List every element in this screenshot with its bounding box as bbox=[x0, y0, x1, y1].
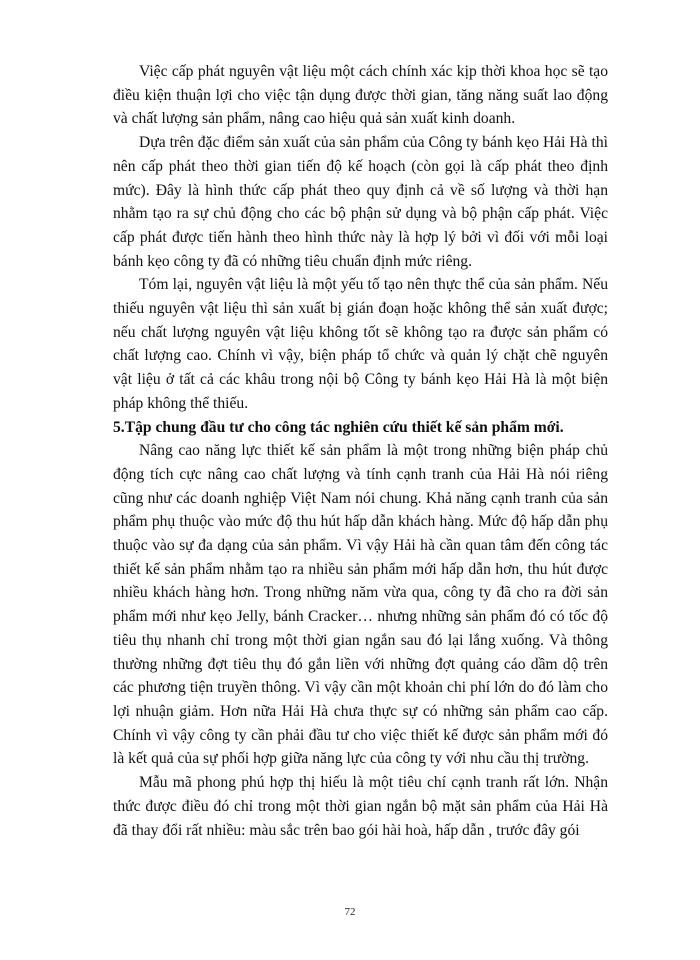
paragraph-product-design: Nâng cao năng lực thiết kế sản phẩm là một trong những biện pháp chủ động tích cực nâng cao chất lượng và tính cạnh tranh của Hải Hà nói riêng cũng như các doanh nghiệp Việt Nam nói chung. Khả năng cạnh tranh của sản phẩm phụ thuộc vào mức độ thu hút hấp dẫn khách hàng. Mức độ hấp dẫn phụ thuộc vào sự đa dạng của sản phẩm. Vì vậy Hải hà cần quan tâm đến công tác thiết kế sản phẩm nhằm tạo ra nhiều sản phẩm mới hấp dẫn hơn, thu hút được nhiều khách hàng hơn. Trong những năm vừa qua, công ty đã cho ra đời sản phẩm mới như kẹo Jelly, bánh Cracker… nhưng những sản phẩm đó có tốc độ tiêu thụ nhanh chỉ trong một thời gian ngắn sau đó lại lắng xuống. Và thông thường những đợt tiêu thụ đó gắn liền với những đợt quảng cáo dầm dộ trên các phương tiện truyền thông. Vì vậy cần một khoản chi phí lớn do đó làm cho lợi nhuận giảm. Hơn nữa Hải Hà chưa thực sự có những sản phẩm cao cấp. Chính vì vậy công ty cần phải đầu tư cho việc thiết kế được sản phẩm mới đó là kết quả của sự phối hợp giữa năng lực của công ty với nhu cầu thị trường. bbox=[113, 442, 608, 768]
paragraph-summary: Tóm lại, nguyên vật liệu là một yếu tố tạo nên thực thể của sản phẩm. Nếu thiếu nguyên vật liệu thì sản xuất bị gián đoạn hoặc không thể sản xuất được; nếu chất lượng nguyên vật liệu không tốt sẽ không tạo ra được sản phẩm có chất lượng cao. Chính vì vậy, biện pháp tổ chức và quản lý chặt chẽ nguyên vật liệu ở tất cả các khâu trong nội bộ Công ty bánh kẹo Hải Hà là một biện pháp không thể thiếu. bbox=[113, 276, 608, 412]
paragraph-material-allocation: Việc cấp phát nguyên vật liệu một cách chính xác kịp thời khoa học sẽ tạo điều kiện thuận lợi cho việc tận dụng được thời gian, tăng năng suất lao động và chất lượng sản phẩm, nâng cao hiệu quả sản xuất kinh doanh. bbox=[113, 63, 608, 128]
paragraph-packaging: Mẫu mã phong phú hợp thị hiếu là một tiêu chí cạnh tranh rất lớn. Nhận thức được điều đó chỉ trong một thời gian ngắn bộ mặt sản phẩm của Hải Hà đã thay đổi rất nhiều: màu sắc trên bao gói hài hoà, hấp dẫn , trước đây gói bbox=[113, 774, 608, 839]
paragraph-allocation-method: Dựa trên đặc điểm sản xuất của sản phẩm của Công ty bánh kẹo Hải Hà thì nên cấp phát theo thời gian tiến độ kế hoạch (còn gọi là cấp phát theo định mức). Đây là hình thức cấp phát theo quy định cả về số lượng và thời hạn nhằm tạo ra sự chủ động cho các bộ phận sử dụng và bộ phận cấp phát. Việc cấp phát được tiến hành theo hình thức này là hợp lý bởi vì đối với mỗi loại bánh kẹo công ty đã có những tiêu chuẩn định mức riêng. bbox=[113, 134, 608, 270]
section-heading: 5.Tập chung đầu tư cho công tác nghiên cứu thiết kế sản phẩm mới. bbox=[113, 418, 564, 436]
page-number: 72 bbox=[344, 906, 356, 918]
